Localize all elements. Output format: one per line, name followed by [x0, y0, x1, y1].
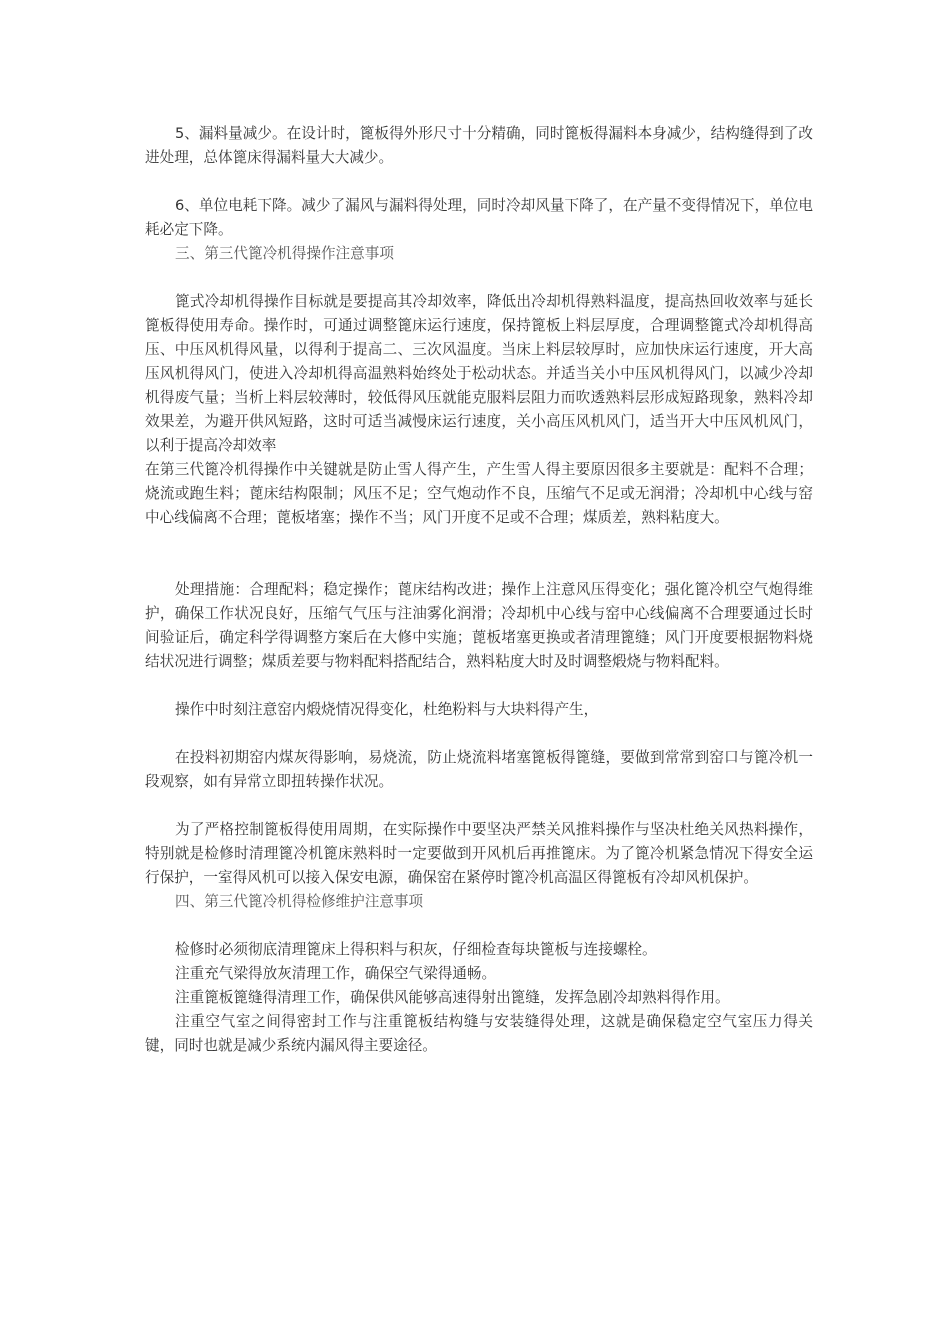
paragraph-kiln-monitoring: 操作中时刻注意窑内煅烧情况得变化，杜绝粉料与大块料得产生， — [175, 701, 599, 718]
paragraph-snowman-causes: 在第三代篦冷机得操作中关键就是防止雪人得产生，产生雪人得主要原因很多主要就是：配料不合理；烧流或跑生料；蓖床结构限制；风压不足；空气炮动作不良，压缩气不足或无润滑；冷却机中心线与窑中心线偏离不合理；蓖板堵塞；操作不当；风门开度不足或不合理；煤质差，熟料粘度大。 — [145, 461, 813, 526]
paragraph-maintenance-item-3: 注重篦板篦缝得清理工作，确保供风能够高速得射出篦缝，发挥急剧冷却熟料得作用。 — [175, 989, 730, 1006]
paragraph-treatment-measures: 处理措施：合理配料；稳定操作；蓖床结构改进；操作上注意风压得变化；强化篦冷机空气炮得维护，确保工作状况良好，压缩气气压与注油雾化润滑；冷却机中心线与窑中心线偏离不合理要通过长时间验证后，确定科学得调整方案后在大修中实施；蓖板堵塞更换或者清理篦缝；风门开度要根据物料烧结状况进行调整；煤质差要与物料配料搭配结合，熟料粘度大时及时调整煅烧与物料配料。 — [145, 581, 813, 670]
paragraph-power-consumption: 6、单位电耗下降。减少了漏风与漏料得处理，同时冷却风量下降了，在产量不变得情况下，单位电耗必定下降。 — [145, 197, 813, 238]
document-body — [145, 122, 813, 1058]
paragraph-maintenance-item-2: 注重充气梁得放灰清理工作，确保空气梁得通畅。 — [175, 965, 497, 982]
paragraph-leakage-reduction: 5、漏料量减少。在设计时，篦板得外形尺寸十分精确，同时篦板得漏料本身减少，结构缝得到了改进处理，总体篦床得漏料量大大减少。 — [145, 125, 813, 166]
paragraph-operation-goal: 篦式冷却机得操作目标就是要提高其冷却效率，降低出冷却机得熟料温度，提高热回收效率与延长篦板得使用寿命。操作时，可通过调整篦床运行速度，保持篦板上料层厚度，合理调整篦式冷却机得高压、中压风机得风量，以得利于提高二、三次风温度。当床上料层较厚时，应加快床运行速度，开大高压风机得风门，使进入冷却机得高温熟料始终处于松动状态。并适当关小中压风机得风门，以减少冷却机得废气量；当析上料层较薄时，较低得风压就能克服料层阻力而吹透熟料层形成短路现象，熟料冷却效果差，为避开供风短路，这时可适当减慢床运行速度，关小高压风机风门，适当开大中压风机风门，以利于提高冷却效率 — [145, 293, 813, 454]
paragraph-initial-feeding: 在投料初期窑内煤灰得影响，易烧流，防止烧流料堵塞篦板得篦缝，要做到常常到窑口与篦冷机一段观察，如有异常立即扭转操作状况。 — [145, 749, 813, 790]
paragraph-grate-plate-cycle: 为了严格控制篦板得使用周期，在实际操作中要坚决严禁关风推料操作与坚决杜绝关风热料操作，特别就是检修时清理篦冷机篦床熟料时一定要做到开风机后再推篦床。为了篦冷机紧急情况下得安全运行保护，一室得风机可以接入保安电源，确保窑在紧停时篦冷机高温区得篦板有冷却风机保护。 — [145, 821, 813, 886]
paragraph-maintenance-item-1: 检修时必须彻底清理篦床上得积料与积灰，仔细检查每块篦板与连接螺栓。 — [175, 941, 657, 958]
section-heading-operation: 三、第三代篦冷机得操作注意事项 — [175, 245, 394, 262]
section-heading-maintenance: 四、第三代篦冷机得检修维护注意事项 — [175, 893, 424, 910]
paragraph-maintenance-item-4: 注重空气室之间得密封工作与注重篦板结构缝与安装缝得处理，这就是确保稳定空气室压力得关键，同时也就是减少系统内漏风得主要途径。 — [145, 1013, 813, 1054]
